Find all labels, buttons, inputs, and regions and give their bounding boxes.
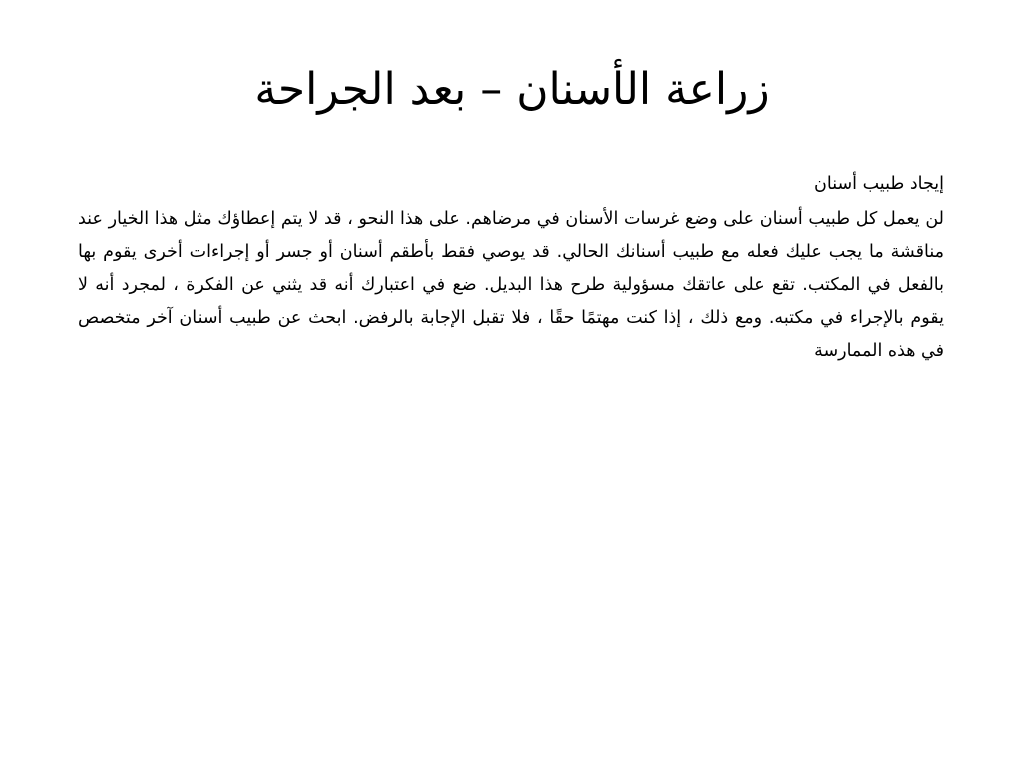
slide-title: زراعة الأسنان – بعد الجراحة bbox=[254, 64, 770, 115]
slide-body bbox=[78, 168, 944, 368]
body-paragraph: لن يعمل كل طبيب أسنان على وضع غرسات الأسنان في مرضاهم. على هذا النحو ، قد لا يتم إعطاؤك مثل هذا الخيار عند مناقشة ما يجب عليك فعله مع طبيب أسنانك الحالي. قد يوصي فقط بأطقم أسنان أو جسر أو إجراءات أخرى يقوم بها بالفعل في المكتب. تقع على عاتقك مسؤولية طرح هذا البديل. ضع في اعتبارك أنه قد يثني عن الفكرة ، لمجرد أنه لا يقوم بالإجراء في مكتبه. ومع ذلك ، إذا كنت مهتمًا حقًا ، فلا تقبل الإجابة بالرفض. ابحث عن طبيب أسنان آخر متخصص في هذه الممارسة bbox=[78, 209, 944, 361]
subheading: إيجاد طبيب أسنان bbox=[814, 174, 944, 194]
